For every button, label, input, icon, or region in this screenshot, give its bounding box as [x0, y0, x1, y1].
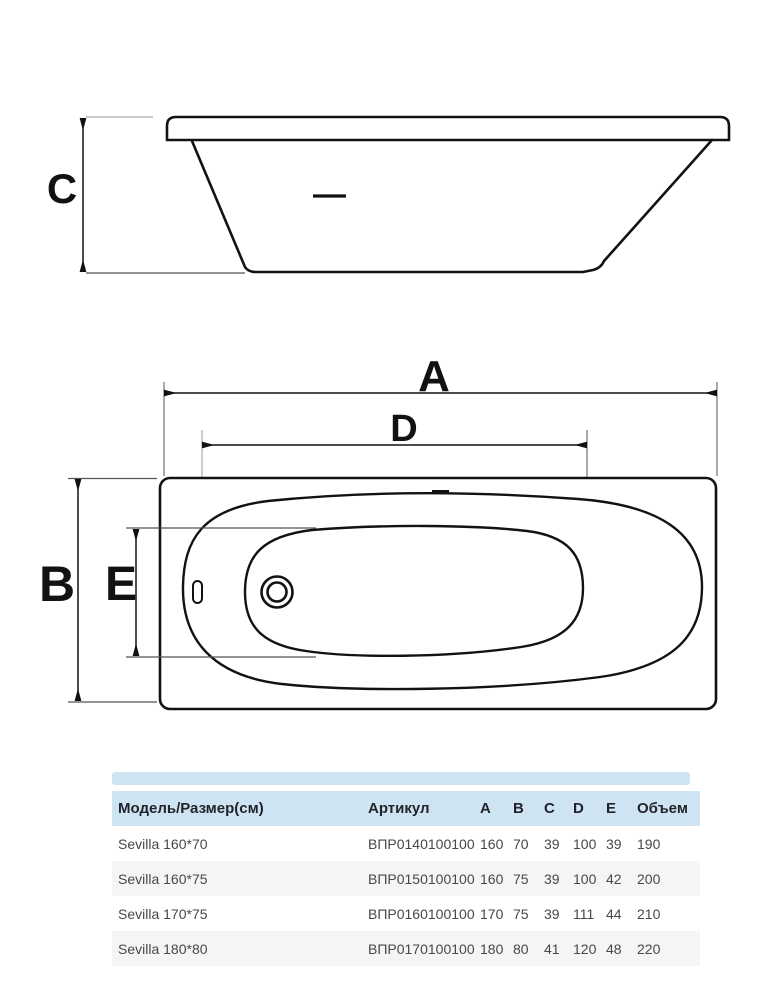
cell-a: 160 — [480, 835, 504, 852]
cell-c: 39 — [544, 835, 560, 852]
overflow-hole — [193, 581, 202, 603]
dim-c-label: C — [46, 165, 78, 212]
cell-d: 111 — [573, 905, 595, 922]
cell-model: Sevilla 170*75 — [118, 905, 208, 922]
cell-volume: 220 — [637, 940, 661, 957]
cell-b: 80 — [513, 940, 529, 957]
header-model: Модель/Размер(см) — [118, 800, 264, 817]
header-sku: Артикул — [368, 800, 430, 817]
header-volume: Объем — [637, 800, 688, 817]
cell-b: 75 — [513, 905, 529, 922]
drain-outer-circle — [262, 577, 293, 608]
table-row — [112, 861, 700, 896]
table-row — [112, 931, 700, 966]
dim-d-label: D — [390, 408, 418, 450]
cell-sku: ВПР0170100100 — [368, 940, 475, 957]
cell-volume: 210 — [637, 905, 661, 922]
table-top-strip — [112, 772, 690, 785]
dim-e-label: E — [104, 558, 138, 611]
table-row — [112, 896, 700, 931]
cell-a: 170 — [480, 905, 504, 922]
cell-d: 100 — [573, 835, 597, 852]
cell-volume: 190 — [637, 835, 661, 852]
cell-a: 160 — [480, 870, 504, 887]
dim-b-label: B — [38, 556, 76, 612]
header-e: E — [606, 800, 617, 817]
dim-a-label: A — [418, 352, 450, 401]
side-body — [192, 140, 712, 272]
cell-sku: ВПР0140100100 — [368, 835, 475, 852]
cell-d: 100 — [573, 870, 597, 887]
cell-b: 70 — [513, 835, 529, 852]
side-view — [47, 117, 729, 273]
cell-e: 42 — [606, 870, 622, 887]
cell-e: 48 — [606, 940, 622, 957]
cell-model: Sevilla 160*75 — [118, 870, 208, 887]
spec-table — [112, 772, 700, 966]
cell-c: 41 — [544, 940, 560, 957]
cell-model: Sevilla 160*70 — [118, 835, 208, 852]
header-b: B — [513, 800, 524, 817]
cell-d: 120 — [573, 940, 597, 957]
cell-c: 39 — [544, 870, 560, 887]
top-view — [39, 352, 717, 709]
header-c: C — [544, 800, 555, 817]
cell-b: 75 — [513, 870, 529, 887]
cell-e: 39 — [606, 835, 622, 852]
cell-model: Sevilla 180*80 — [118, 940, 208, 957]
cell-e: 44 — [606, 905, 622, 922]
header-d: D — [573, 800, 584, 817]
table-row — [112, 826, 700, 861]
tub-bottom — [245, 526, 583, 656]
side-rim — [167, 117, 729, 140]
cell-sku: ВПР0150100100 — [368, 870, 475, 887]
cell-sku: ВПР0160100100 — [368, 905, 475, 922]
cell-a: 180 — [480, 940, 504, 957]
cell-c: 39 — [544, 905, 560, 922]
table-header-row — [112, 791, 700, 826]
header-a: A — [480, 800, 491, 817]
cell-volume: 200 — [637, 870, 661, 887]
